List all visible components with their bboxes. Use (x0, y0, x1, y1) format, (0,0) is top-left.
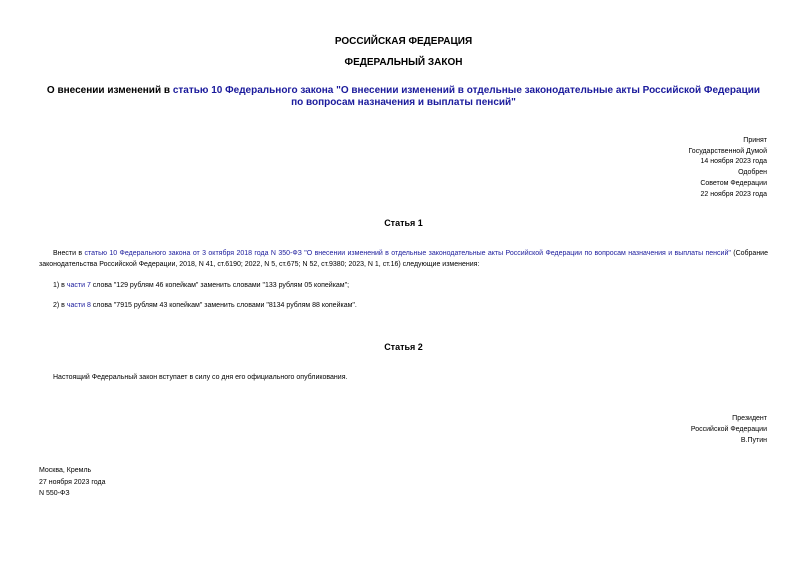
law-title-link[interactable]: статью 10 Федерального закона "О внесении изменений в отдельные законодательные акты Российской Федерации по вопросам назначения и выплаты пенсий" (172, 85, 761, 108)
country-heading: РОССИЙСКАЯ ФЕДЕРАЦИЯ (334, 36, 473, 47)
place-name: Москва, Кремль (39, 467, 92, 474)
article-1-item-2 (53, 300, 768, 311)
law-title-prefix: О внесении изменений в (46, 85, 173, 96)
approved-label: Одобрен (738, 169, 767, 177)
signature-block (567, 413, 767, 446)
signature-country: Российской Федерации (690, 426, 767, 433)
item-1-link[interactable]: части 7 (66, 282, 91, 289)
article-1-intro-suffix: (Собрание законодательства Российской Федерации, 2018, N 41, ст.6190; 2022, N 5, ст.675; N 52, ст.9380; 2023, N 1, ст.16) следующие изменения: (39, 250, 768, 268)
article-1-item-1 (53, 280, 768, 291)
article-2-text: Настоящий Федеральный закон вступает в силу со дня его официального опубликования. (53, 374, 348, 381)
adoption-info (567, 136, 767, 200)
approved-by: Советом Федерации (700, 179, 767, 187)
article-1-intro-link[interactable]: статью 10 Федерального закона от 3 октября 2018 года N 350-ФЗ "О внесении изменений в отдельные законодательные акты Российской Федерации по вопросам назначения и выплаты пенсий" (84, 250, 731, 257)
approved-date: 22 ноября 2023 года (700, 190, 767, 198)
item-1-prefix: 1) в (53, 282, 67, 289)
item-2-link[interactable]: части 8 (66, 302, 91, 309)
adopted-label: Принят (743, 137, 767, 144)
adopted-by: Государственной Думой (688, 147, 767, 155)
law-title (40, 85, 767, 109)
article-2-heading: Статья 2 (384, 342, 423, 352)
article-1-heading: Статья 1 (384, 218, 423, 228)
law-type-heading: ФЕДЕРАЛЬНЫЙ ЗАКОН (344, 57, 463, 68)
item-2-suffix: слова "7915 рублям 43 копейкам" заменить словами "8134 рублям 88 копейкам". (90, 302, 357, 309)
article-1-intro-prefix: Внести в (53, 250, 85, 257)
item-1-suffix: слова "129 рублям 46 копейкам" заменить словами "133 рублям 05 копейкам"; (90, 282, 350, 289)
article-1-intro (39, 248, 768, 270)
signature-title: Президент (732, 415, 767, 422)
law-number: N 550-ФЗ (39, 490, 70, 497)
signature-name: В.Путин (740, 437, 767, 444)
adopted-date: 14 ноября 2023 года (700, 158, 767, 166)
signing-date: 27 ноября 2023 года (39, 478, 106, 486)
item-2-prefix: 2) в (53, 302, 67, 309)
place-date-block (39, 465, 239, 500)
